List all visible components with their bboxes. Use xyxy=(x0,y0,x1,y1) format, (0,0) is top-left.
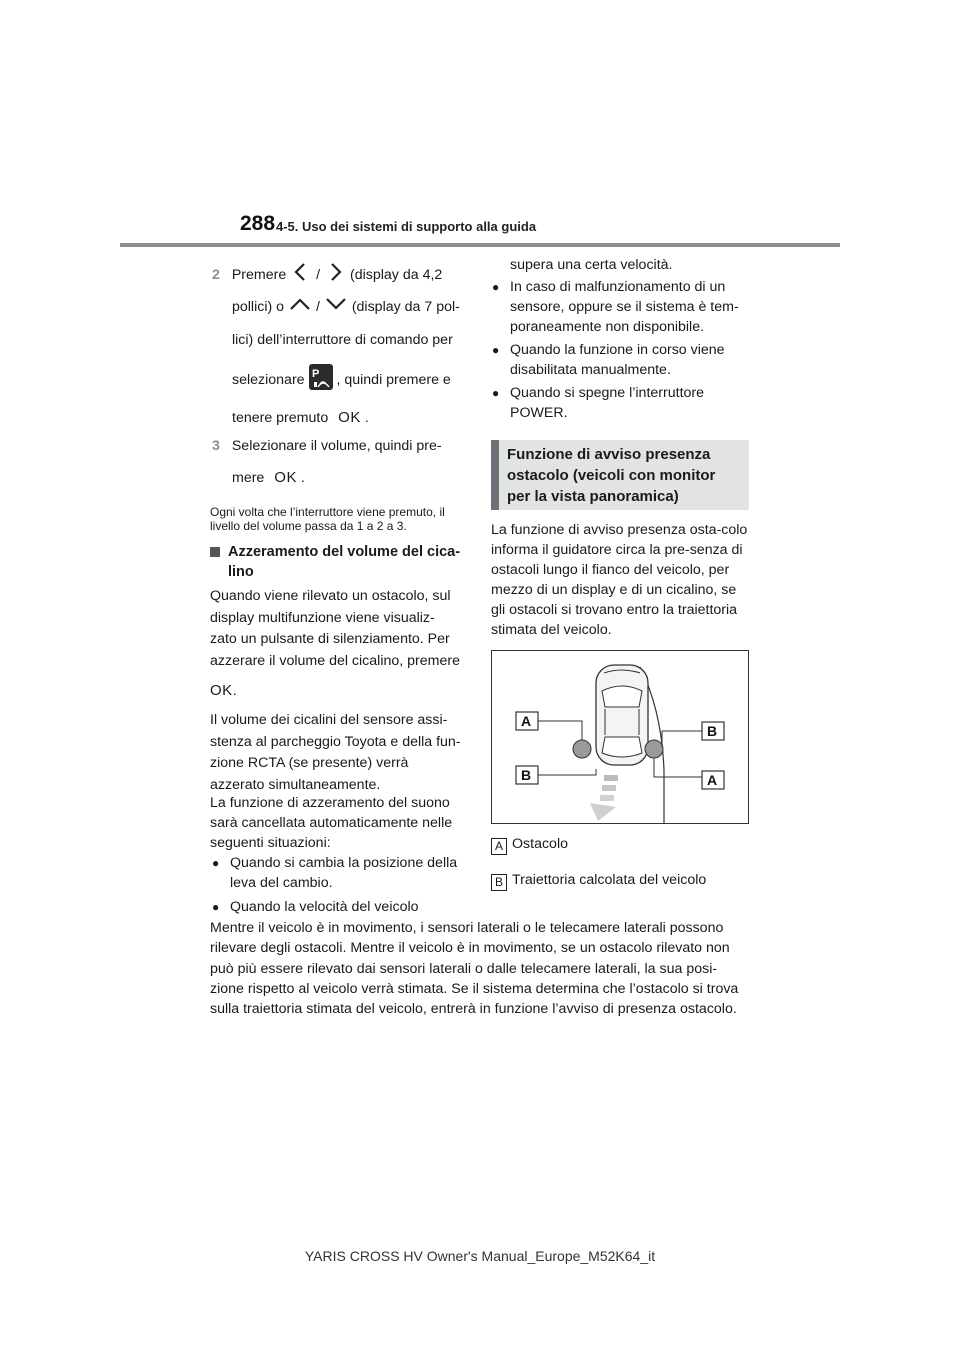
leader-line xyxy=(654,758,702,777)
step-text: Selezionare il volume, quindi pre- xyxy=(231,438,442,454)
subheading-mute: Azzeramento del volume del cica-lino xyxy=(210,542,483,582)
leader-line xyxy=(662,731,702,747)
footer-manual-id: YARIS CROSS HV Owner's Manual_Europe_M52K64_it xyxy=(304,1248,656,1264)
legend-text: Traiettoria calcolata del veicolo xyxy=(512,872,707,888)
step-3 xyxy=(212,436,467,494)
slash: / xyxy=(316,266,321,283)
legend-text: Ostacolo xyxy=(512,836,568,852)
list-item: ● Quando si cambia la posizione della leva del cambio. xyxy=(210,853,465,893)
mute-paragraph xyxy=(210,586,470,710)
leader-line xyxy=(538,721,582,740)
diagram-svg xyxy=(492,651,748,823)
label-b: B xyxy=(707,723,718,739)
buzzer-paragraph xyxy=(210,710,470,796)
car-top-view-icon xyxy=(596,665,648,765)
obstacle-right xyxy=(645,740,663,758)
text-line: Quando viene rilevato un ostacolo, sul xyxy=(210,588,451,604)
header-rule xyxy=(120,243,840,247)
label-b: B xyxy=(521,767,532,783)
label-a: A xyxy=(521,713,532,729)
obstacle-left xyxy=(573,740,591,758)
legend-item xyxy=(491,834,753,870)
step-text: (display da 7 pol- xyxy=(351,298,460,315)
label-a: A xyxy=(707,772,718,788)
list-item: ● Quando la funzione in corso viene disabilitata manualmente. xyxy=(490,340,752,380)
obstacle-warning-heading: Funzione di avviso presenza ostacolo (veicoli con monitor per la vista panoramica) xyxy=(491,440,749,510)
cancel-paragraph: La funzione di azzeramento del suono sarà cancellata automaticamente nelle seguenti situazioni: xyxy=(210,795,453,851)
text-line: display multifunzione viene visualiz- xyxy=(210,609,435,626)
chevron-up-icon xyxy=(288,296,312,318)
volume-note: Ogni volta che l’interruttore viene premuto, il livello del volume passa da 1 a 2 a 3. xyxy=(210,505,445,533)
text-line: zione RCTA (se presente) verrà xyxy=(210,755,409,771)
step-text: , quindi premere e xyxy=(336,371,451,388)
reverse-arrow-icon xyxy=(590,775,618,821)
text-line: stenza al parcheggio Toyota e della fun- xyxy=(210,733,461,750)
text-line: Il volume dei cicalini del sensore assi- xyxy=(210,712,448,728)
text-line: zato un pulsante di silenziamento. Per xyxy=(210,631,450,647)
step-text: selezionare xyxy=(232,371,305,388)
continued-text: supera una certa velocità. xyxy=(510,257,673,273)
legend-key: B xyxy=(491,874,507,891)
slash: / xyxy=(315,298,320,315)
step-number: 2 xyxy=(212,266,220,283)
obstacle-diagram xyxy=(491,650,749,824)
svg-text:P: P xyxy=(311,368,319,380)
step-text: tenere premuto xyxy=(232,410,329,426)
list-item: ● Quando si spegne l’interruttore POWER. xyxy=(490,383,752,423)
left-bullets xyxy=(210,853,465,917)
text-line: azzerato simultaneamente. xyxy=(210,776,381,793)
legend-item xyxy=(491,870,753,891)
right-bullets xyxy=(490,277,752,423)
ok-button-icon: OK xyxy=(210,682,233,699)
step-text: lici) dell’interruttore di comando per xyxy=(232,332,453,348)
step-text: . xyxy=(300,470,305,486)
page-number: 288 xyxy=(240,212,276,235)
text-line: azzerare il volume del cicalino, premere xyxy=(210,652,460,669)
chevron-down-icon xyxy=(324,296,348,318)
step-text: pollici) o xyxy=(232,298,285,315)
text-period: . xyxy=(232,683,237,699)
step-text: (display da 4,2 xyxy=(350,266,443,283)
obstacle-paragraph: La funzione di avviso presenza osta-colo informa il guidatore circa la pre-senza di ostacoli lungo il fianco del veicolo, per mezzo di un display e di un cicalino, se gli ostacoli si trovano entro la traiettoria stimata del veicolo. xyxy=(491,522,748,638)
ok-button-icon: OK xyxy=(338,409,361,426)
chevron-left-icon xyxy=(290,262,312,288)
step-number: 3 xyxy=(212,438,220,454)
legend-key: A xyxy=(491,838,507,855)
section-title: 4-5. Uso dei sistemi di supporto alla guida xyxy=(276,219,537,234)
list-item: ● In caso di malfunzionamento di un sensore, oppure se il sistema è tem-poraneamente non disponibile. xyxy=(490,277,752,337)
step-2 xyxy=(212,262,467,440)
ok-button-icon: OK xyxy=(274,469,297,486)
step-text: Premere xyxy=(231,266,287,283)
step-text: . xyxy=(364,410,369,426)
list-item: ● Quando la velocità del veicolo xyxy=(210,897,465,917)
step-text: mere xyxy=(232,470,265,486)
leader-line xyxy=(538,769,596,775)
parking-sensor-icon xyxy=(309,364,333,396)
diagram-legend xyxy=(491,834,753,891)
chevron-right-icon xyxy=(324,262,346,288)
movement-paragraph: Mentre il veicolo è in movimento, i sensori laterali o le telecamere laterali possono rilevare degli ostacoli. Mentre il veicolo è in movimento, se un ostacolo rilevato non può più essere rilevato dai sensori laterali o dalle telecamere laterali, la sua posi-zione rispetto al veicolo verrà stimata. Se il sistema determina che l’ostacolo si trova sulla traiettoria stimata del veicolo, entrerà in funzione l’avviso di presenza ostacolo. xyxy=(210,920,739,1018)
